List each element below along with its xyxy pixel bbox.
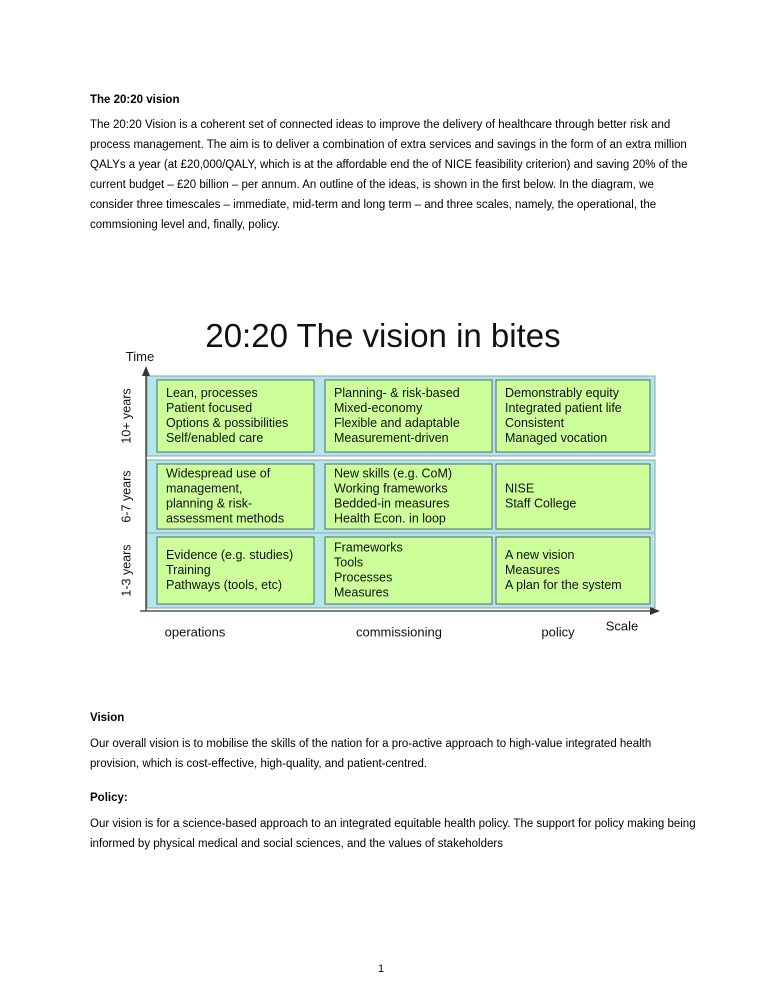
cell-text-r2-c2: Working frameworks: [334, 481, 448, 496]
cell-text-r3-c1: Pathways (tools, etc): [166, 577, 283, 592]
cell-text-r2-c2: Health Econ. in loop: [334, 511, 446, 526]
cell-text-r3-c3: A new vision: [505, 547, 575, 562]
row-label-2: 6-7 years: [119, 470, 134, 523]
cell-text-r2-c2: New skills (e.g. CoM): [334, 466, 453, 481]
cell-text-r1-c1: Self/enabled care: [166, 430, 264, 445]
cell-text-r1-c2: Flexible and adaptable: [334, 415, 460, 430]
cell-text-r2-c2: Bedded-in measures: [334, 496, 450, 511]
cell-text-r2-c1: Widespread use of: [166, 466, 271, 481]
cell-text-r1-c3: Consistent: [505, 415, 565, 430]
cell-text-r3-c1: Evidence (e.g. studies): [166, 547, 294, 562]
y-axis-arrowhead: [142, 366, 150, 376]
cell-text-r1-c3: Demonstrably equity: [505, 385, 619, 400]
y-axis-label: Time: [125, 349, 155, 364]
cell-text-r3-c3: Measures: [505, 562, 560, 577]
cell-text-r2-c3: Staff College: [505, 496, 577, 511]
document-title: The 20:20 vision: [90, 94, 180, 106]
cell-text-r3-c3: A plan for the system: [505, 577, 622, 592]
column-label-1: operations: [164, 624, 226, 640]
row-label-3: 1-3 years: [119, 544, 134, 597]
cell-text-r1-c2: Measurement-driven: [334, 430, 449, 445]
intro-paragraph: The 20:20 Vision is a coherent set of connected ideas to improve the delivery of healthcare through better risk and process management. The aim is to deliver a combination of extra services and savings in the form of an extra million QALYs a year (at £20,000/QALY, which is at the affordable end the of NICE feasibility criterion) and saving 20% of the current budget – £20 billion – per annum. An outline of the ideas, is shown in the first below. In the diagram, we consider three timescales – immediate, mid-term and long term – and three scales, namely, the operational, the commsioning level and, finally, policy.: [90, 119, 688, 231]
cell-text-r3-c2: Processes: [334, 570, 393, 585]
cell-text-r1-c1: Options & possibilities: [166, 415, 289, 430]
cell-text-r2-c1: management,: [166, 481, 243, 496]
row-label-1: 10+ years: [119, 388, 134, 444]
cell-text-r1-c1: Patient focused: [166, 400, 253, 415]
cell-text-r3-c1: Training: [166, 562, 211, 577]
policy-heading: Policy:: [90, 792, 128, 804]
x-axis-label: Scale: [605, 618, 639, 634]
cell-text-r2-c1: planning & risk-: [166, 496, 253, 511]
cell-text-r1-c3: Integrated patient life: [505, 400, 622, 415]
page-number: 1: [378, 963, 385, 975]
cell-text-r3-c2: Frameworks: [334, 540, 403, 555]
column-label-2: commissioning: [356, 624, 442, 640]
cell-text-r3-c2: Tools: [334, 555, 364, 570]
policy-paragraph: Our vision is for a science-based approach to an integrated equitable health policy. The support for policy making being informed by physical medical and social sciences, and the values of stakeholders: [90, 818, 696, 850]
cell-text-r1-c1: Lean, processes: [166, 385, 258, 400]
vision-paragraph: Our overall vision is to mobilise the skills of the nation for a pro-active approach to high-value integrated health provision, which is cost-effective, high-quality, and patient-centred.: [90, 738, 652, 770]
cell-text-r1-c2: Planning- & risk-based: [334, 385, 460, 400]
cell-text-r1-c2: Mixed-economy: [334, 400, 423, 415]
diagram-title: 20:20 The vision in bites: [205, 317, 561, 354]
cell-text-r2-c1: assessment methods: [166, 511, 285, 526]
cell-text-r1-c3: Managed vocation: [505, 430, 608, 445]
column-label-3: policy: [541, 624, 575, 640]
cell-text-r2-c3: NISE: [505, 481, 535, 496]
vision-heading: Vision: [90, 712, 125, 724]
cell-text-r3-c2: Measures: [334, 585, 389, 600]
